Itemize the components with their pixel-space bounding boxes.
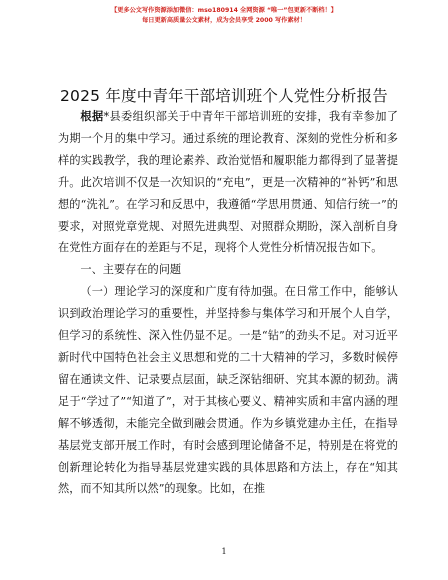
section-heading: 一、主要存在的问题 (80, 263, 182, 277)
promo-banner (0, 6, 448, 26)
document-title: 2025 年度中青年干部培训班个人党性分析报告 (60, 87, 388, 105)
subsection-paragraph: （一）理论学习的深度和广度有待加强。在日常工作中，能够认识到政治理论学习的重要性，并坚持参与集体学习和开展个人自学，但学习的系统性、深入性仍显不足。一是“钻”的劲头不足。对习近平新时代中国特色社会主义思想和党的二十大精神的学习，多数时候停留在通读文件、记录要点层面，缺乏深钻细研、究其本源的韧劲。满足于“学过了”“知道了”，对于其核心要义、精神实质和丰富内涵的理解不够透彻，未能完全做到融会贯通。作为乡镇党建办主任，在指导基层党支部开展工作时，有时会感到理论储备不足，特别是在将党的创新理论转化为指导基层党建实践的具体思路和方法上，存在“知其然，而不知其所以然”的现象。比如，在推 (58, 285, 398, 496)
page-number: 1 (221, 547, 227, 556)
intro-text: *县委组织部关于中青年干部培训班的安排，我有幸参加了为期一个月的集中学习。通过系统的理论教育、深刻的党性分析和多样的实践教学，我的理论素养、政治觉悟和履职能力都得到了显著提升。此次培训不仅是一次知识的“充电”，更是一次精神的“补钙”和思想的“洗礼”。在学习和反思中，我遵循“学思用贯通、知信行统一”的要求，对照党章党规、对照先进典型、对照群众期盼，深入剖析自身在党性方面存在的差距与不足，现将个人党性分析情况报告如下。 (58, 110, 398, 255)
intro-lead: 根据 (80, 109, 104, 123)
document-body (58, 106, 398, 500)
promo-banner-line-2: 每日更新高质量公文素材，成为会员享受 2000 写作素材！ (142, 17, 306, 24)
promo-banner-line-1: 【更多公文写作资源添加微信：mso180914 全网资源 “唯一”包更新不断档！】 (111, 7, 337, 14)
intro-paragraph (58, 106, 398, 259)
